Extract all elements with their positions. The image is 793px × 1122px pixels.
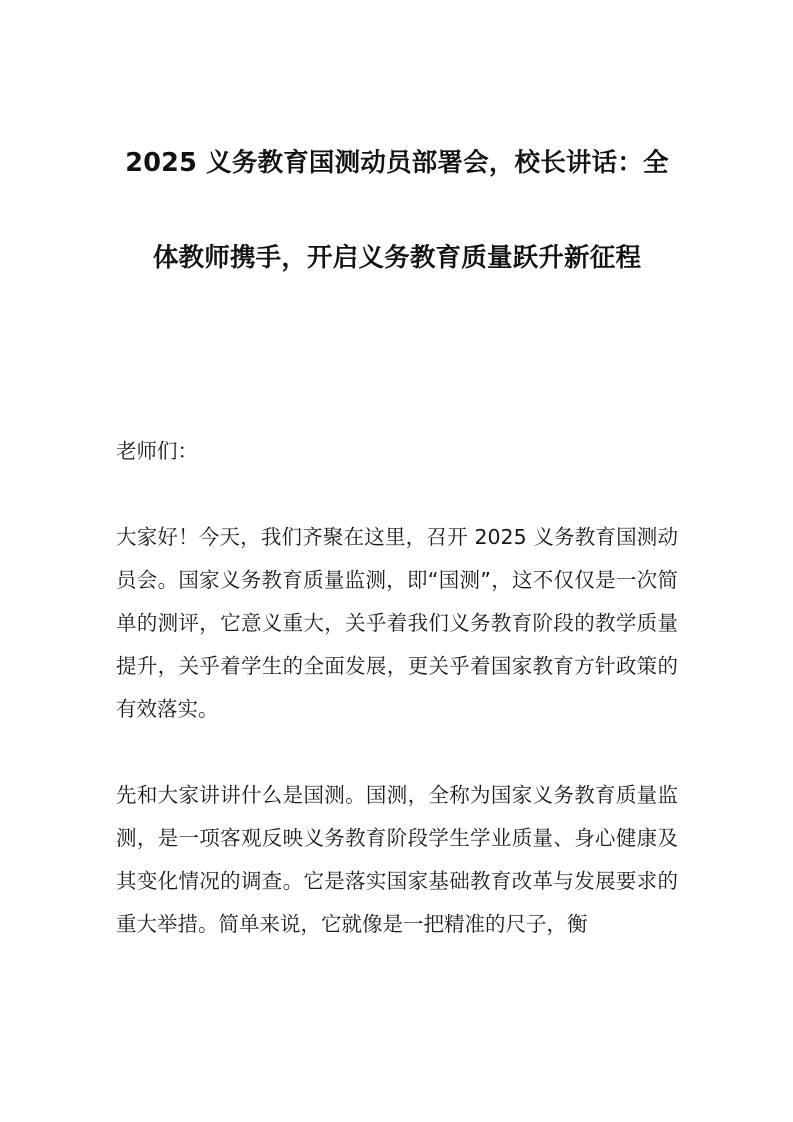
body-paragraph-1: 大家好！今天，我们齐聚在这里，召开 2025 义务教育国测动员会。国家义务教育质量监测，即“国测”，这不仅仅是一次简单的测评，它意义重大，关乎着我们义务教育阶段的教学质量提升，关乎着学生的全面发展，更关乎着国家教育方针政策的有效落实。 <box>116 525 678 721</box>
body-paragraph-2: 先和大家讲讲什么是国测。国测，全称为国家义务教育质量监测，是一项客观反映义务教育阶段学生学业质量、身心健康及其变化情况的调查。它是落实国家基础教育改革与发展要求的重大举措。简单来说，它就像是一把精准的尺子，衡 <box>116 783 678 936</box>
document-content <box>116 0 678 946</box>
salutation: 老师们： <box>116 439 198 463</box>
page-title: 2025 义务教育国测动员部署会，校长讲话：全体教师携手，开启义务教育质量跃升新征程 <box>125 148 669 273</box>
